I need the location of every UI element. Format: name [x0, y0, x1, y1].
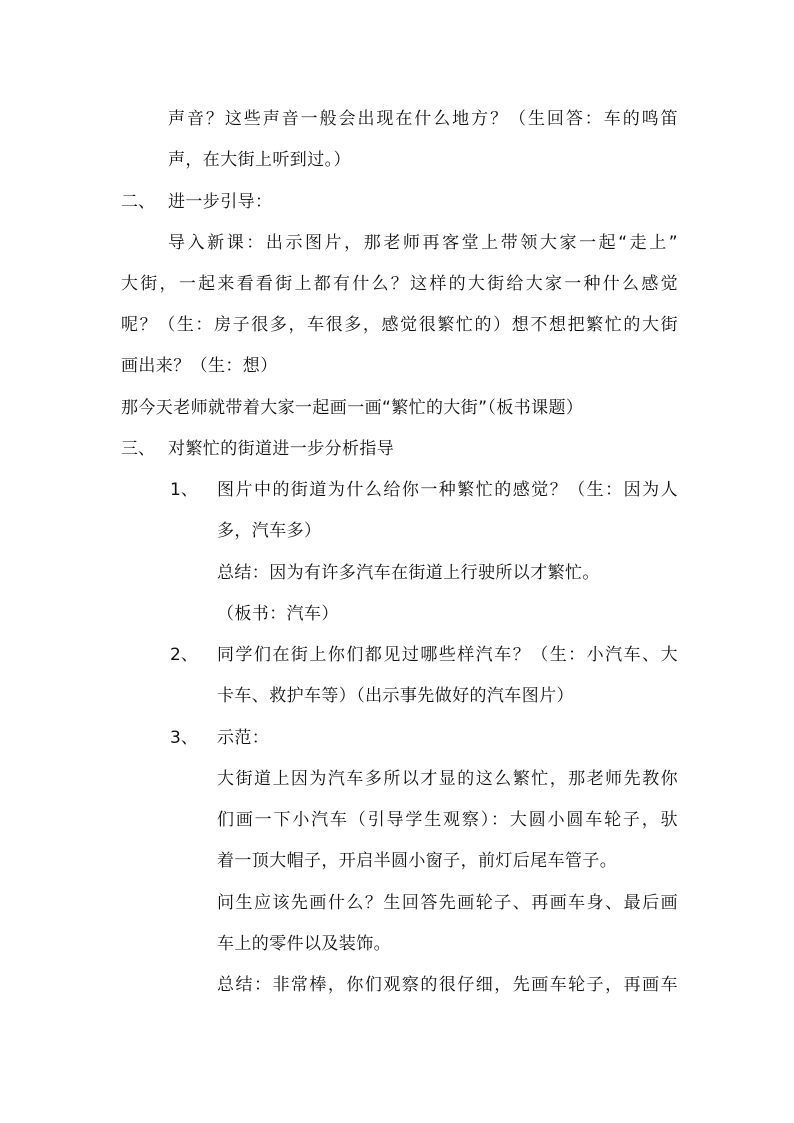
- text-line: 示范：: [217, 728, 270, 748]
- section-number: 二、: [121, 192, 155, 212]
- text-line: 声音？这些声音一般会出现在什么地方？（生回答：车的鸣笛: [168, 109, 678, 129]
- text-line: 画出来？（生：想）: [121, 356, 278, 376]
- text-line: 卡车、救护车等）（出示事先做好的汽车图片）: [217, 686, 574, 706]
- list-item-number: 1、: [170, 480, 198, 500]
- text-line: 着一顶大帽子，开启半圆小窗子，前灯后尾车管子。: [217, 851, 618, 871]
- text-line: 们画一下小汽车（引导学生观察）：大圆小圆车轮子，驮: [217, 810, 678, 830]
- text-line: 同学们在街上你们都见过哪些样汽车？（生：小汽车、大: [217, 645, 678, 665]
- list-item-number: 3、: [170, 728, 198, 748]
- text-line: 导入新课：出示图片，那老师再客堂上带领大家一起“走上”: [168, 233, 678, 253]
- text-line: 总结：因为有许多汽车在街道上行驶所以才繁忙。: [217, 563, 600, 583]
- section-title: 进一步引导：: [168, 192, 273, 212]
- text-line: （板书：汽车）: [217, 604, 339, 624]
- text-line: 车上的零件以及装饰。: [217, 934, 391, 954]
- section-title: 对繁忙的街道进一步分析指导: [168, 439, 395, 459]
- text-line: 图片中的街道为什么给你一种繁忙的感觉？（生：因为人: [217, 480, 678, 500]
- list-item-number: 2、: [170, 645, 198, 665]
- text-line: 那今天老师就带着大家一起画一画“繁忙的大街”（板书课题）: [121, 398, 584, 418]
- text-line: 大街道上因为汽车多所以才显的这么繁忙，那老师先教你: [217, 769, 678, 789]
- text-line: 声，在大街上听到过。）: [168, 150, 351, 170]
- text-line: 大街，一起来看看街上都有什么？这样的大街给大家一种什么感觉: [121, 274, 678, 294]
- text-line: 问生应该先画什么？生回答先画轮子、再画车身、最后画: [217, 893, 678, 913]
- section-number: 三、: [121, 439, 155, 459]
- text-line: 多，汽车多）: [217, 521, 322, 541]
- text-line: 呢？（生：房子很多，车很多，感觉很繁忙的）想不想把繁忙的大街: [121, 315, 678, 335]
- text-line: 总结：非常棒，你们观察的很仔细，先画车轮子，再画车: [217, 975, 678, 995]
